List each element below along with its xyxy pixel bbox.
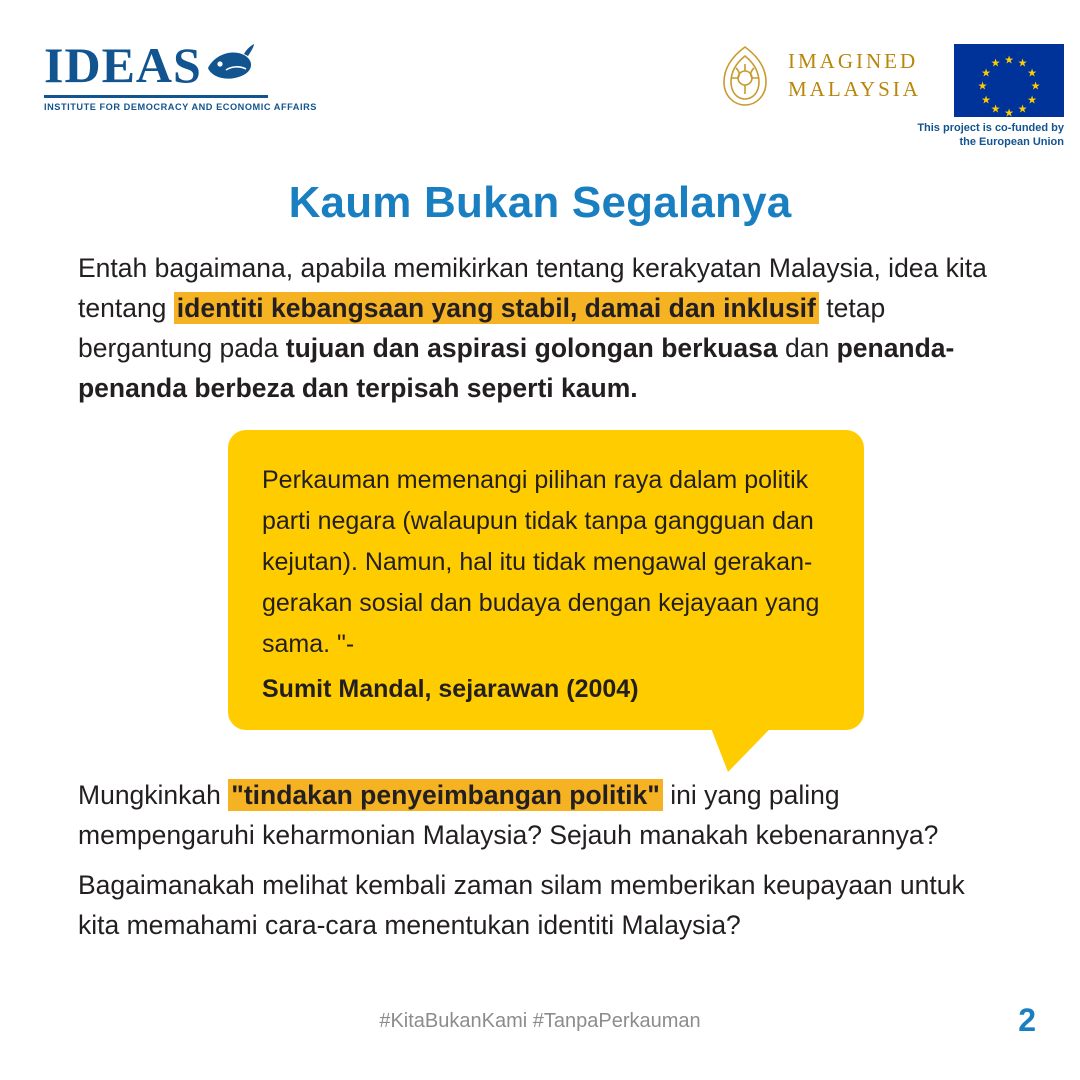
ideas-logo [44, 37, 344, 112]
quote-bubble [228, 430, 864, 730]
paragraph-2 [78, 775, 998, 855]
p2-highlight: "tindakan penyeimbangan politik" [228, 779, 663, 811]
page-number: 2 [1018, 1002, 1036, 1038]
ideas-wordmark-row [44, 37, 344, 93]
eu-caption-line1: This project is co-funded by [917, 122, 1064, 134]
ideas-tagline: INSTITUTE FOR DEMOCRACY AND ECONOMIC AFFAIRS [44, 102, 317, 112]
intro-text-1: Entah bagaimana, apabila memikirkan tentang kerakyatan Malaysia, idea kita tentang [78, 253, 987, 323]
imagined-malaysia-logo [716, 44, 921, 108]
ideas-wordmark: IDEAS [44, 37, 202, 93]
quote-bubble-tail [700, 700, 798, 772]
ideas-divider [44, 95, 268, 98]
eu-flag-icon: ★ ★ ★ ★ ★ ★ ★ ★ ★ ★ ★ ★ [954, 44, 1064, 117]
paragraph-3: Bagaimanakah melihat kembali zaman silam memberikan keupayaan untuk kita memahami cara-cara menentukan identiti Malaysia? [78, 870, 965, 940]
fish-icon [204, 42, 256, 88]
intro-bold-2: penanda-penanda berbeza dan terpisah seperti kaum. [78, 333, 955, 403]
header [0, 0, 1080, 150]
p2-text-1: Mungkinkah [78, 780, 229, 810]
quote-text: Perkauman memenangi pilihan raya dalam politik parti negara (walaupun tidak tanpa gangguan dan kejutan). Namun, hal itu tidak mengawal gerakan-gerakan sosial dan budaya dengan kejayaan yang sama. "- [262, 466, 820, 658]
intro-highlight-1: identiti kebangsaan yang stabil, damai dan inklusif [174, 292, 819, 324]
ornamental-motif-icon [716, 44, 774, 108]
intro-bold-1: tujuan dan aspirasi golongan berkuasa [285, 333, 778, 363]
eu-funding-block [898, 44, 1064, 150]
page-title: Kaum Bukan Segalanya [288, 178, 792, 227]
eu-caption-line2: the European Union [959, 135, 1064, 148]
hashtags: #KitaBukanKami #TanpaPerkauman [379, 1010, 701, 1032]
malaysia-label: MALAYSIA [788, 77, 921, 101]
imagined-label: IMAGINED [788, 49, 919, 74]
intro-paragraph [78, 248, 994, 408]
p2-text-2: ini yang paling mempengaruhi keharmonian Malaysia? Sejauh manakah kebenarannya? [78, 780, 939, 850]
intro-text-2: tetap bergantung pada [78, 293, 886, 363]
quote-attribution: Sumit Mandal, sejarawan (2004) [262, 675, 639, 703]
eu-caption [898, 122, 1064, 150]
intro-text-3: dan [777, 333, 837, 363]
